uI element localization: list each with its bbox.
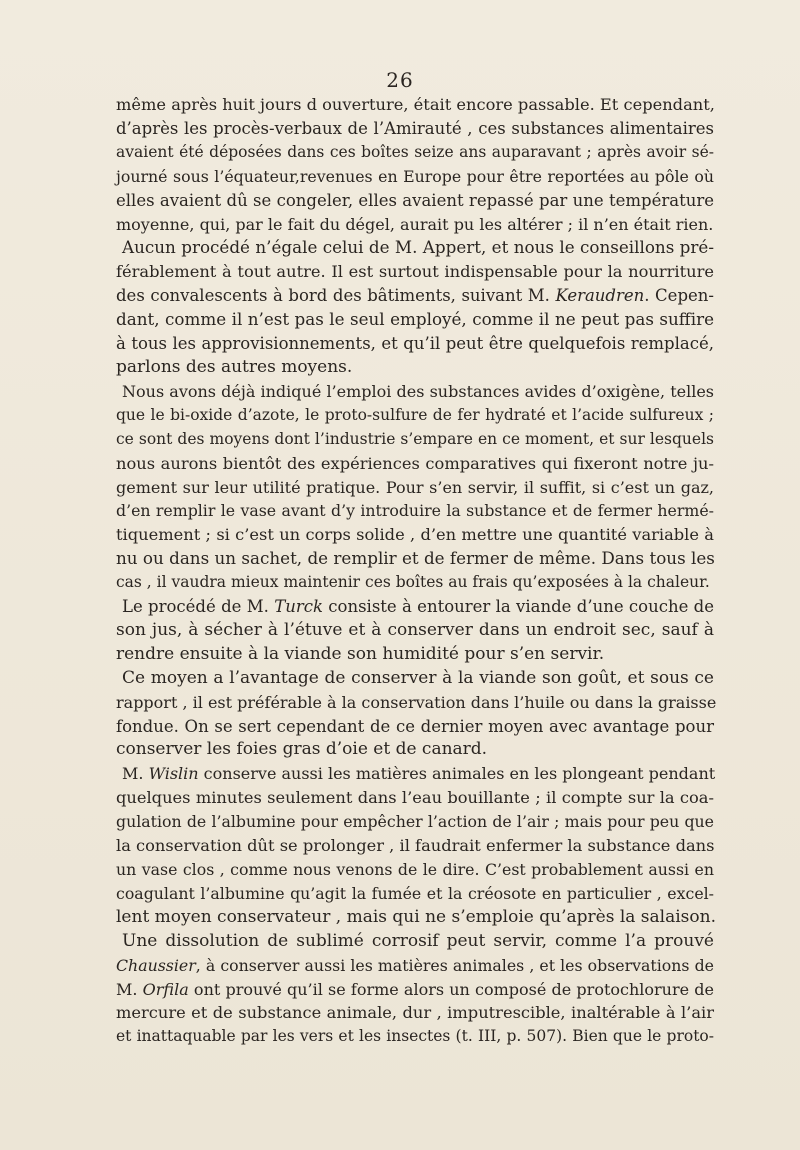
text-line: que le bi-oxide d’azote, le proto-sulfure de fer hydraté et l’acide sulfureux ;: [116, 405, 714, 424]
text-line: à tous les approvisionnements, et qu’il peut être quelquefois remplacé,: [116, 334, 714, 354]
text-line: lent moyen conservateur , mais qui ne s’emploie qu’après la salaison.: [116, 906, 716, 927]
text-line: et inattaquable par les vers et les insectes (t. III, p. 507). Bien que le proto-: [116, 1027, 714, 1046]
text-line: la conservation dût se prolonger , il faudrait enfermer la substance dans: [116, 836, 715, 856]
text-line: dant, comme il n’est pas le seul employé, comme il ne peut pas suffire: [116, 309, 714, 330]
text-line: un vase clos , comme nous venons de le dire. C’est probablement aussi en: [116, 860, 714, 879]
text-line: Ce moyen a l’avantage de conserver à la viande son goût, et sous ce: [122, 667, 714, 688]
text-line: rendre ensuite à la viande son humidité pour s’en servir.: [116, 643, 605, 664]
text-line: Une dissolution de sublimé corrosif peut servir, comme l’a prouvé: [122, 930, 714, 951]
text-line: quelques minutes seulement dans l’eau bouillante ; il compte sur la coa-: [116, 788, 714, 808]
text-line: même après huit jours d ouverture, était encore passable. Et cependant,: [116, 95, 715, 114]
text-line: parlons des autres moyens.: [116, 356, 353, 377]
text-line: nous aurons bientôt des expériences comparatives qui fixeront notre ju-: [116, 453, 714, 473]
text-line: ce sont des moyens dont l’industrie s’empare en ce moment, et sur lesquels: [116, 429, 714, 448]
text-line: gement sur leur utilité pratique. Pour s’en servir, il suffit, si c’est un gaz,: [116, 477, 714, 497]
text-line: gulation de l’albumine pour empêcher l’action de l’air ; mais pour peu que: [116, 812, 714, 832]
text-line: fondue. On se sert cependant de ce dernier moyen avec avantage pour: [116, 716, 714, 736]
text-line: M. Orfila ont prouvé qu’il se forme alors un composé de protochlorure de: [116, 979, 714, 999]
text-line: nu ou dans un sachet, de remplir et de fermer de même. Dans tous les: [116, 548, 715, 569]
text-line: elles avaient dû se congeler, elles avaient repassé par une température: [116, 190, 714, 210]
text-line: coagulant l’albumine qu’agit la fumée et la créosote en particulier , excel-: [116, 883, 714, 903]
body-text: [116, 93, 717, 1049]
text-block: [116, 93, 717, 1049]
text-line: cas , il vaudra mieux maintenir ces boîtes au frais qu’exposées à la chaleur.: [116, 573, 710, 592]
text-line: mercure et de substance animale, dur , imputrescible, inaltérable à l’air: [116, 1003, 714, 1023]
text-line: férablement à tout autre. Il est surtout indispensable pour la nourriture: [116, 262, 714, 282]
text-line: d’après les procès-verbaux de l’Amirauté , ces substances alimentaires: [116, 118, 714, 138]
text-line: rapport , il est préférable à la conservation dans l’huile ou dans la graisse: [116, 692, 717, 712]
text-line: Nous avons déjà indiqué l’emploi des substances avides d’oxigène, telles: [122, 381, 714, 401]
page-number: 26: [386, 68, 414, 92]
text-line: d’en remplir le vase avant d’y introduire la substance et de fermer hermé-: [116, 501, 714, 521]
text-line: M. Wislin conserve aussi les matières animales en les plongeant pendant: [122, 764, 716, 784]
text-line: avaient été déposées dans ces boîtes seize ans auparavant ; après avoir sé-: [116, 142, 714, 161]
text-line: Chaussier, à conserver aussi les matières animales , et les observations de: [116, 955, 714, 975]
text-line: des convalescents à bord des bâtiments, suivant M. Keraudren. Cepen-: [116, 286, 714, 306]
text-line: tiquement ; si c’est un corps solide , d’en mettre une quantité variable à: [116, 525, 714, 545]
text-line: Le procédé de M. Turck consiste à entourer la viande d’une couche de: [122, 597, 715, 617]
text-line: moyenne, qui, par le fait du dégel, aurait pu les altérer ; il n’en était rien.: [116, 214, 714, 234]
text-line: Aucun procédé n’égale celui de M. Appert, et nous le conseillons pré-: [122, 237, 714, 258]
text-line: son jus, à sécher à l’étuve et à conserver dans un endroit sec, sauf à: [116, 619, 714, 640]
text-line: conserver les foies gras d’oie et de canard.: [116, 739, 488, 760]
text-line: journé sous l’équateur,revenues en Europe pour être reportées au pôle où: [116, 166, 714, 186]
